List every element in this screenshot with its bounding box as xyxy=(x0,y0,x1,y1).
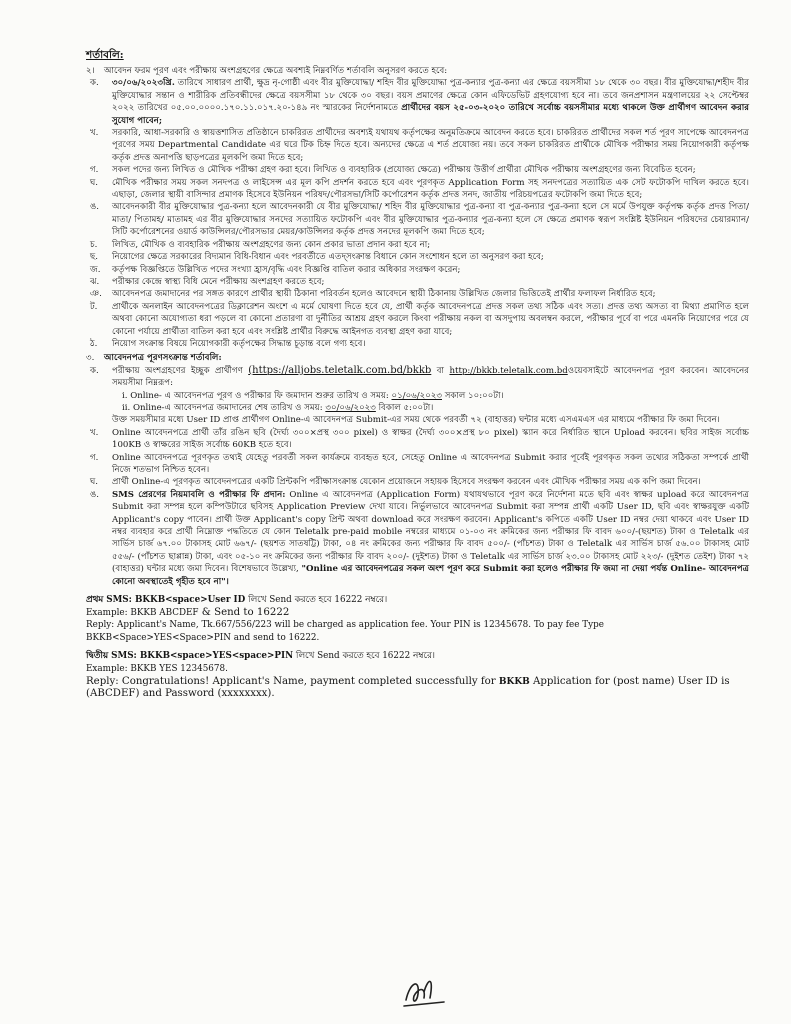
list-item: ছ. নিয়োগের ক্ষেত্রে সরকারের বিদ্যমান বিধি-বিধান এবং পরবর্তীতে এতদ্সংক্রান্ত বিধানে কোন সংশোধন হলে তা অনুসরণ করা হবে; xyxy=(90,252,544,263)
bkkb-teletalk-link[interactable]: http://bkkb.teletalk.com.bd xyxy=(449,365,568,376)
list-item: ঘ. মৌখিক পরীক্ষার সময় সকল সনদপত্র ও লাইসেন্স এর মূল কপি প্রদর্শন করতে হবে এবং পূরণকৃত Application Form সহ সনদপত্রের সত্যায়িত এক সেট ফটোকপি দাখিল করতে হবে। এছাড়া, জেলার স্থায়ী বাসিন্দার প্রমাণক হিসেবে ইউনিয়ন পরিষদ/পৌরসভা/সিটি কর্পোরেশন কর্তৃক প্রদত্ত সনদ, জাতীয় পরিচয়পত্রের ফটোকপি জমা দিতে হবে; xyxy=(90,177,749,201)
list-item: জ. কর্তৃপক্ষ বিজ্ঞপ্তিতে উল্লিখিত পদের সংখ্যা হ্রাস/বৃদ্ধি এবং বিজ্ঞপ্তি বাতিল করার অধিকার সংরক্ষণ করেন; xyxy=(90,264,461,275)
deadline-end: ii. Online-এ আবেদনপত্র জমাদানের শেষ তারিখ ও সময়: ৩০/০৬/২০২৩ বিকাল ৫:০০টা। xyxy=(122,402,434,413)
signature xyxy=(400,972,450,1012)
section-3-number: ৩. xyxy=(86,353,95,364)
list-item: ঘ. প্রার্থী Online-এ পূরণকৃত আবেদনপত্রের একটি প্রিন্টকপি পরীক্ষাসংক্রান্ত যেকোন প্রয়োজনে সহায়ক হিসেবে সংরক্ষণ করবেন এবং মৌখিক পরীক্ষার সময় এক কপি জমা দিবেন। xyxy=(90,477,701,488)
list-item: খ. Online আবেদনপত্রে প্রার্থী তাঁর রঙিন ছবি (দৈর্ঘ্য ৩০০×প্রস্থ ৩০০ pixel) ও স্বাক্ষর (দৈর্ঘ্য ৩০০×প্রস্থ ৮০ pixel) স্ক্যান করে নির্ধারিত স্থানে Upload করবেন। ছবির সাইজ সর্বোচ্চ 100KB ও স্বাক্ষরের সাইজ সর্বোচ্চ 60KB হতে হবে। xyxy=(90,427,749,451)
list-item: ক. পরীক্ষায় অংশগ্রহণের ইচ্ছুক প্রার্থীগণ (https://alljobs.teletalk.com.bd/bkkb বা http://bkkb.teletalk.com.bdওয়েবসাইটে আবেদনপত্র পূরণ করবেন। আবেদনের সময়সীমা নিম্নরূপ: i. Online- এ আবেদনপত্র পূরণ ও পরীক্ষার ফি জমাদান শুরুর তারিখ ও সময়: ০১/০৬/২০২৩ সকাল ১০:০০টা। ii. Online-এ আবেদনপত্র জমাদানের শেষ তারিখ ও সময়: ৩০/০৬/২০২৩ বিকাল ৫:০০টা। উক্ত সময়সীমার মধ্যে User ID প্রাপ্ত প্রার্থীগণ Online-এ আবেদনপত্র Submit-এর সময় থেকে পরবর্তী ৭২ (বাহাত্তর) ঘন্টার মধ্যে এসএমএস এর মাধ্যমে পরীক্ষার ফি জমা দিবেন। xyxy=(90,364,749,426)
list-item: ক. ৩০/০৬/২০২৩খ্রি. তারিখে সাধারণ প্রার্থী, ক্ষুদ্র নৃ-গোষ্ঠী এবং বীর মুক্তিযোদ্ধা/ শহিদ বীর মুক্তিযোদ্ধা পুত্র-কন্যার পুত্র-কন্যা এর ক্ষেত্রে বয়সসীমা ১৮ থেকে ৩০ বছর। বীর মুক্তিযোদ্ধা/শহীদ বীর মুক্তিযোদ্ধার সন্তান ও শারীরিক প্রতিবন্ধীদের ক্ষেত্রে বয়সসীমা ১৮ থেকে ৩০ বছর। বয়স প্রমাণের ক্ষেত্রে কোন এফিডেভিট গ্রহণযোগ্য হবে না। তবে জনপ্রশাসন মন্ত্রণালয়ের ২২ সেপ্টেম্বর ২০২২ তারিখের ০৫.০০.০০০০.১৭০.১১.০১৭.২০-১৪৯ নং স্মারকের নির্দেশনামতে প্রার্থীদের বয়স ২৫-০৩-২০২০ তারিখে সর্বোচ্চ বয়সসীমার মধ্যে থাকলে উক্ত প্রার্থীগণ আবেদন করার সুযোগ পাবেন; xyxy=(90,78,749,126)
section-2 xyxy=(86,65,749,77)
section-3-title: আবেদনপত্র পূরণসংক্রান্ত শর্তাবলি: xyxy=(104,353,222,364)
list-item: ঙ. SMS প্রেরণের নিয়মাবলি ও পরীক্ষার ফি প্রদান: Online এ আবেদনপত্র (Application Form) যথাযথভাবে পূরণ করে নির্দেশনা মতে ছবি এবং স্বাক্ষর upload করে আবেদনপত্র Submit করা সম্পন্ন হলে কম্পিউটারে ছবিসহ Application Preview দেখা যাবে। নির্ভুলভাবে আবেদনপত্র Submit করা সম্পন্ন প্রার্থী একটি User ID, ছবি এবং স্বাক্ষরযুক্ত একটি Applicant's copy পাবেন। প্রার্থী উক্ত Applicant's copy প্রিন্ট অথবা download করে সংরক্ষণ করবেন। Applicant's কপিতে একটি User ID নম্বর দেয়া থাকবে এবং User ID নম্বর ব্যবহার করে প্রার্থী নিম্নোক্ত পদ্ধতিতে যে কোন Teletalk pre-paid mobile নম্বরের মাধ্যমে ০১-০৩ নং ক্রমিকের জন্য পরীক্ষার ফি বাবদ ৬০০/-(ছয়শত) টাকা ও Teletalk এর সার্ভিস চার্জ ৬৭.০০ টাকাসহ মোট ৬৬৭/- (ছয়শত সাতষট্টি) টাকা, ০৪ নং ক্রমিকের জন্য পরীক্ষার ফি বাবদ ৫০০/- (পাঁচশত) টাকা ও Teletalk এর সার্ভিস চার্জ ৫৬.০০ টাকাসহ মোট ৫৫৬/- (পাঁচশত ছাপ্পান্ন) টাকা, এবং ০৫-১০ নং ক্রমিকের জন্য পরীক্ষার ফি বাবদ ২০০/- (দুইশত) টাকা ও Teletalk এর সার্ভিস চার্জ ২৩.০০ টাকাসহ মোট ২২৩/- (দুইশত তেইশ) টাকা ৭২ (বাহাত্তর) ঘন্টার মধ্যে জমা দিবেন। বিশেষভাবে উল্লেখ্য, "Online এর আবেদনপত্রের সকল অংশ পূরণ করে Submit করা হলেও পরীক্ষার ফি জমা না দেয়া পর্যন্ত Online- আবেদনপত্র কোনো অবস্থাতেই গৃহীত হবে না"। xyxy=(90,489,749,587)
list-item: ঠ. নিয়োগ সংক্রান্ত বিষয়ে নিয়োগকারী কর্তৃপক্ষের সিদ্ধান্ত চূড়ান্ত বলে গণ্য হবে। xyxy=(90,338,366,349)
alljobs-link[interactable]: (https://alljobs.teletalk.com.bd/bkkb xyxy=(248,364,432,376)
list-item: চ. লিখিত, মৌখিক ও ব্যবহারিক পরীক্ষায় অংশগ্রহণের জন্য কোন প্রকার ভাতা প্রদান করা হবে না; xyxy=(90,239,431,250)
list-item: খ. সরকারি, আধা-সরকারি ও স্বায়ত্তশাসিত প্রতিষ্ঠানে চাকরিরত প্রার্থীদের অবশ্যই যথাযথ কর্তৃপক্ষের অনুমতিক্রমে আবেদন করতে হবে। চাকরিরত প্রার্থীদের সকল শর্ত পূরণ সাপেক্ষে আবেদনপত্র পূরণের সময় Departmental Candidate এর ঘরে টিক চিহ্ন দিতে হবে। অন্যদের ক্ষেত্রে এ শর্ত প্রযোজ্য নয়। তবে সকল চাকরিরত প্রার্থীকে মৌখিক পরীক্ষার সময় নিয়োগকারী কর্তৃপক্ষ কর্তৃক প্রদত্ত অনাপত্তি ছাড়পত্রের মূলকপি জমা দিতে হবে; xyxy=(90,128,749,163)
section-2-number: ২। xyxy=(86,66,95,76)
list-item: ট. প্রার্থীকে অনলাইন আবেদনপত্রের ডিক্লারেশন অংশে এ মর্মে ঘোষণা দিতে হবে যে, প্রার্থী কর্তৃক আবেদনপত্রে প্রদত্ত সকল তথ্য সঠিক এবং সত্য। প্রদত্ত তথ্য অসত্য বা মিথ্যা প্রমাণিত হলে অথবা কোনো অযোগ্যতা ধরা পড়লে বা কোনো প্রতারণা বা দুর্নীতির আশ্রয় গ্রহণ করলে কিংবা পরীক্ষায় নকল বা অসদুপায় অবলম্বন করলে, পরীক্ষার পূর্বে বা পরে এমনকি নিয়োগের পরে যে কোনো পর্যায়ে প্রার্থীতা বাতিল করা হবে এবং সংশ্লিষ্ট প্রার্থীর বিরুদ্ধে আইনগত ব্যবস্থা গ্রহণ করা যাবে; xyxy=(90,301,749,337)
list-item: ঙ. আবেদনকারী বীর মুক্তিযোদ্ধার পুত্র-কন্যা হলে আবেদনকারী যে বীর মুক্তিযোদ্ধা/ শহিদ বীর মুক্তিযোদ্ধার পুত্র-কন্যা বা পুত্র-কন্যার পুত্র-কন্যা হলে সে মর্মে উপযুক্ত কর্তৃপক্ষ কর্তৃক প্রদত্ত পিতা/ মাতা/ পিতামহ/ মাতামহ এর বীর মুক্তিযোদ্ধার সনদের সত্যায়িত ফটোকপি এবং বীর মুক্তিযোদ্ধার পুত্র-কন্যার পুত্র-কন্যা হলে সে ক্ষেত্রে প্রমাণক স্বরূপ সংশ্লিষ্ট ইউনিয়ন পরিষদের চেয়ারম্যান/সিটি কর্পোরেশনের ওয়ার্ড কাউন্সিলর/পৌরসভার মেয়র/কাউন্সিলর কর্তৃক প্রদত্ত সনদের মূলকপি জমা দিতে হবে; xyxy=(90,202,749,238)
list-item: গ. সকল পদের জন্য লিখিত ও মৌখিক পরীক্ষা গ্রহণ করা হবে। লিখিত ও ব্যবহারিক (প্রযোজ্য ক্ষেত্রে) পরীক্ষায় উত্তীর্ণ প্রার্থীরা মৌখিক পরীক্ষায় অংশগ্রহণের জন্য বিবেচিত হবেন; xyxy=(90,165,696,176)
sms-first-block: প্রথম SMS: BKKB<space>User ID লিখে Send করতে হবে 16222 নম্বরে। Example: BKKB ABCDEF & Send to 16222 Reply: Applicant's Name, Tk.667/556/223 will be charged as application fee. Your PIN is 12345678. To pay fee Type BKKB<Space>YES<Space>PIN and send to 16222. xyxy=(86,595,604,643)
sms-second-block: দ্বিতীয় SMS: BKKB<space>YES<space>PIN লিখে Send করতে হবে 16222 নম্বরে। Example: BKKB YES 12345678. Reply: Congratulations! Applicant's Name, payment completed successfully for BKKB Application for (post name) User ID is (ABCDEF) and Password (xxxxxxxx). xyxy=(86,651,730,700)
list-item: ঝ. পরীক্ষার কেন্দ্রে স্বাস্থ্য বিধি মেনে পরীক্ষায় অংশগ্রহণ করতে হবে; xyxy=(90,276,325,287)
section-3 xyxy=(86,352,749,364)
list-item: গ. Online আবেদনপত্রে পূরণকৃত তথ্যই যেহেতু পরবর্তী সকল কার্যক্রমে ব্যবহৃত হবে, সেহেতু Online এ আবেদনপত্র Submit করার পূর্বেই পূরণকৃত সকল তথ্যের সঠিকতা সম্পর্কে প্রার্থী নিজে শতভাগ নিশ্চিত হবেন। xyxy=(90,452,749,475)
deadline-start: i. Online- এ আবেদনপত্র পূরণ ও পরীক্ষার ফি জমাদান শুরুর তারিখ ও সময়: ০১/০৬/২০২৩ সকাল ১০:০০টা। xyxy=(122,390,504,401)
conditions-heading: শর্তাবলি: xyxy=(86,49,124,61)
section-2-intro: আবেদন ফরম পূরণ এবং পরীক্ষায় অংশগ্রহণের ক্ষেত্রে অবশ্যই নিম্নবর্ণিত শর্তাবলি অনুসরণ করতে হবে: xyxy=(104,66,448,76)
list-item: ঞ. আবেদনপত্র জমাদানের পর সঙ্গত কারণে প্রার্থীর স্থায়ী ঠিকানা পরিবর্তন হলেও আবেদনে স্থায়ী ঠিকানায় উল্লিখিত জেলার ভিত্তিতেই প্রার্থীর ফলাফল নির্ধারিত হবে; xyxy=(90,289,656,300)
